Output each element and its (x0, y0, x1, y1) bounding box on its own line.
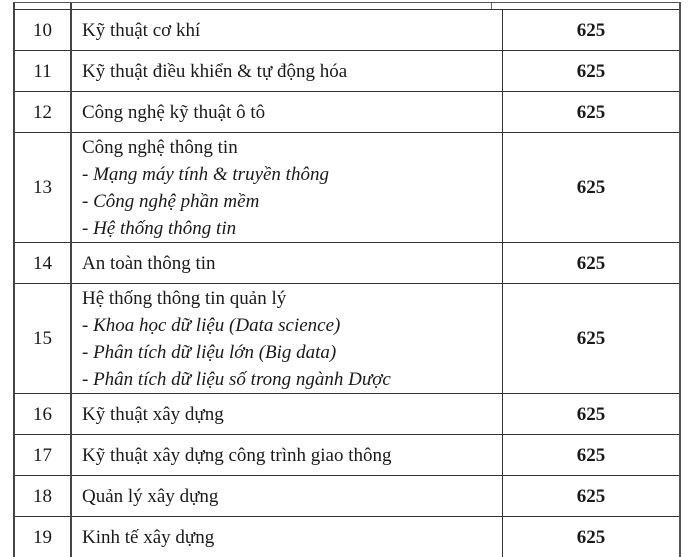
major-name: Quản lý xây dựng (71, 476, 503, 517)
specialization: - Công nghệ phần mềm (82, 188, 502, 215)
major-name: Kỹ thuật cơ khí (71, 10, 503, 51)
major-cell (71, 284, 503, 394)
specialization: - Mạng máy tính & truyền thông (82, 161, 502, 188)
major-name: Hệ thống thông tin quản lý (82, 285, 502, 312)
specialization: - Hệ thống thông tin (82, 215, 502, 242)
major-name: Kinh tế xây dựng (71, 517, 503, 557)
score-value: 625 (503, 10, 681, 51)
row-number: 14 (14, 243, 71, 284)
table-row (14, 92, 680, 133)
score-value: 625 (503, 476, 681, 517)
row-number: 10 (14, 10, 71, 51)
row-number: 15 (14, 284, 71, 394)
major-name: Công nghệ kỹ thuật ô tô (71, 92, 503, 133)
majors-score-table (13, 9, 681, 557)
score-value: 625 (503, 133, 681, 243)
row-number: 17 (14, 435, 71, 476)
table-row (14, 435, 680, 476)
table-row (14, 51, 680, 92)
table-row (14, 243, 680, 284)
score-value: 625 (503, 243, 681, 284)
score-value: 625 (503, 435, 681, 476)
major-name: An toàn thông tin (71, 243, 503, 284)
table-row (14, 284, 680, 394)
table-row (14, 10, 680, 51)
major-name: Kỹ thuật xây dựng (71, 394, 503, 435)
specialization: - Phân tích dữ liệu lớn (Big data) (82, 339, 502, 366)
row-number: 11 (14, 51, 71, 92)
score-value: 625 (503, 284, 681, 394)
specialization: - Khoa học dữ liệu (Data science) (82, 312, 502, 339)
row-number: 12 (14, 92, 71, 133)
table-row (14, 133, 680, 243)
table-row (14, 394, 680, 435)
major-name: Công nghệ thông tin (82, 134, 502, 161)
score-value: 625 (503, 517, 681, 557)
score-value: 625 (503, 51, 681, 92)
major-cell (71, 133, 503, 243)
row-number: 16 (14, 394, 71, 435)
table-row (14, 476, 680, 517)
score-value: 625 (503, 92, 681, 133)
major-name: Kỹ thuật điều khiển & tự động hóa (71, 51, 503, 92)
row-number: 18 (14, 476, 71, 517)
table-row (14, 517, 680, 557)
row-number: 19 (14, 517, 71, 557)
row-number: 13 (14, 133, 71, 243)
table-header-edge (13, 2, 681, 9)
specialization: - Phân tích dữ liệu số trong ngành Dược (82, 366, 502, 393)
major-name: Kỹ thuật xây dựng công trình giao thông (71, 435, 503, 476)
score-value: 625 (503, 394, 681, 435)
